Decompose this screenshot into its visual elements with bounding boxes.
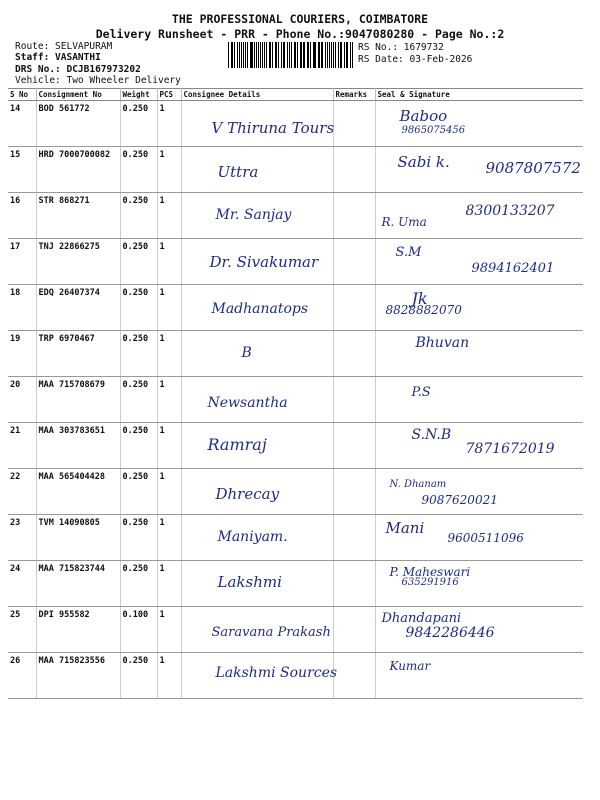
signature-phone-note: 9087807572 bbox=[485, 159, 581, 177]
consignee-handwriting: Maniyam. bbox=[217, 529, 288, 545]
consignment-number-cell: TVM 14090805 bbox=[36, 515, 120, 561]
barcode-bar bbox=[333, 42, 334, 68]
consignment-number-cell: MAA 303783651 bbox=[36, 423, 120, 469]
barcode-bar bbox=[318, 42, 319, 68]
weight-cell: 0.250 bbox=[120, 147, 157, 193]
remarks-cell bbox=[333, 423, 375, 469]
seal-signature-cell bbox=[375, 423, 583, 469]
weight-cell: 0.250 bbox=[120, 239, 157, 285]
signature-handwriting: R. Uma bbox=[381, 215, 427, 229]
pieces-cell: 1 bbox=[157, 515, 181, 561]
weight-cell: 0.250 bbox=[120, 331, 157, 377]
consignee-handwriting: Lakshmi Sources bbox=[215, 665, 338, 681]
column-header: PCS bbox=[157, 89, 181, 101]
remarks-cell bbox=[333, 561, 375, 607]
signature-phone-note: 8828882070 bbox=[385, 303, 462, 317]
signature-phone-note: 9087620021 bbox=[421, 493, 498, 507]
sheet-title: THE PROFESSIONAL COURIERS, COIMBATORE bbox=[171, 12, 429, 26]
consignee-details-cell bbox=[181, 561, 333, 607]
consignee-details-cell bbox=[181, 423, 333, 469]
barcode-bar bbox=[234, 42, 235, 68]
vehicle-label: Vehicle: Two Wheeler Delivery bbox=[15, 75, 181, 86]
seal-signature-cell bbox=[375, 101, 583, 147]
signature-handwriting: Mani bbox=[385, 519, 425, 537]
consignee-handwriting: B bbox=[241, 345, 252, 361]
signature-handwriting: Kumar bbox=[389, 659, 431, 673]
consignee-handwriting: Saravana Prakash bbox=[211, 625, 331, 640]
column-header: Consignee Details bbox=[181, 89, 333, 101]
consignee-handwriting: Lakshmi bbox=[217, 573, 282, 591]
barcode-bar bbox=[287, 42, 288, 68]
barcode-bar bbox=[338, 42, 339, 68]
seal-signature-cell bbox=[375, 239, 583, 285]
pieces-cell: 1 bbox=[157, 469, 181, 515]
pieces-cell: 1 bbox=[157, 653, 181, 699]
barcode-bar bbox=[315, 42, 316, 68]
signature-phone-note: 9865075456 bbox=[401, 125, 466, 136]
table-row bbox=[8, 147, 583, 193]
consignee-details-cell bbox=[181, 331, 333, 377]
signature-phone-note: 9600511096 bbox=[447, 531, 524, 545]
table-header-row bbox=[8, 89, 583, 101]
serial-number-cell: 19 bbox=[8, 331, 36, 377]
route-label: Route: SELVAPURAM bbox=[15, 41, 113, 52]
seal-signature-cell bbox=[375, 147, 583, 193]
column-header: Weight bbox=[120, 89, 157, 101]
seal-signature-cell bbox=[375, 285, 583, 331]
column-header: Consignment No bbox=[36, 89, 120, 101]
seal-signature-cell bbox=[375, 193, 583, 239]
barcode-bar bbox=[289, 42, 290, 68]
pieces-cell: 1 bbox=[157, 285, 181, 331]
table-row bbox=[8, 101, 583, 147]
column-header: S No bbox=[8, 89, 36, 101]
serial-number-cell: 20 bbox=[8, 377, 36, 423]
serial-number-cell: 16 bbox=[8, 193, 36, 239]
barcode-bar bbox=[350, 42, 351, 68]
drs-number: DRS No.: DCJB167973202 bbox=[15, 64, 141, 75]
seal-signature-cell bbox=[375, 515, 583, 561]
consignment-number-cell: MAA 715823744 bbox=[36, 561, 120, 607]
barcode-bar bbox=[325, 42, 326, 68]
barcode-bar bbox=[352, 42, 353, 68]
remarks-cell bbox=[333, 377, 375, 423]
signature-handwriting: P.S bbox=[411, 385, 431, 400]
weight-cell: 0.250 bbox=[120, 515, 157, 561]
column-header: Remarks bbox=[333, 89, 375, 101]
pieces-cell: 1 bbox=[157, 607, 181, 653]
serial-number-cell: 24 bbox=[8, 561, 36, 607]
signature-handwriting: Jk bbox=[411, 289, 428, 308]
signature-handwriting: Baboo bbox=[399, 107, 448, 125]
serial-number-cell: 21 bbox=[8, 423, 36, 469]
pieces-cell: 1 bbox=[157, 561, 181, 607]
signature-phone-note: 9842286446 bbox=[405, 625, 495, 641]
consignee-handwriting: V Thiruna Tours bbox=[211, 119, 335, 137]
remarks-cell bbox=[333, 653, 375, 699]
staff-label: Staff: VASANTHI bbox=[15, 52, 101, 63]
signature-phone-note: 8300133207 bbox=[465, 203, 555, 219]
consignee-details-cell bbox=[181, 239, 333, 285]
consignment-number-cell: TRP 6970467 bbox=[36, 331, 120, 377]
barcode-bar bbox=[266, 42, 267, 68]
table-row bbox=[8, 423, 583, 469]
seal-signature-cell bbox=[375, 331, 583, 377]
barcode-bar bbox=[276, 42, 277, 68]
consignment-number-cell: HRD 7000700082 bbox=[36, 147, 120, 193]
weight-cell: 0.250 bbox=[120, 653, 157, 699]
consignee-handwriting: Dhrecay bbox=[215, 485, 280, 503]
serial-number-cell: 25 bbox=[8, 607, 36, 653]
column-header: Seal & Signature bbox=[375, 89, 583, 101]
remarks-cell bbox=[333, 515, 375, 561]
pieces-cell: 1 bbox=[157, 101, 181, 147]
consignment-number-cell: DPI 955582 bbox=[36, 607, 120, 653]
pieces-cell: 1 bbox=[157, 331, 181, 377]
consignee-details-cell bbox=[181, 193, 333, 239]
signature-handwriting: P. Maheswari bbox=[389, 565, 471, 579]
barcode-bar bbox=[251, 42, 252, 68]
signature-handwriting: N. Dhanam bbox=[389, 479, 447, 490]
signature-handwriting: Dhandapani bbox=[381, 611, 462, 626]
pieces-cell: 1 bbox=[157, 193, 181, 239]
seal-signature-cell bbox=[375, 561, 583, 607]
table-row bbox=[8, 561, 583, 607]
signature-handwriting: Bhuvan bbox=[415, 335, 470, 351]
barcode-bar bbox=[295, 42, 296, 68]
serial-number-cell: 26 bbox=[8, 653, 36, 699]
weight-cell: 0.250 bbox=[120, 423, 157, 469]
barcode-bar bbox=[303, 42, 304, 68]
consignee-handwriting: Uttra bbox=[217, 163, 259, 181]
consignee-handwriting: Dr. Sivakumar bbox=[209, 253, 319, 271]
barcode-bar bbox=[247, 42, 248, 68]
weight-cell: 0.100 bbox=[120, 607, 157, 653]
barcode-bar bbox=[237, 42, 238, 68]
consignment-number-cell: MAA 715708679 bbox=[36, 377, 120, 423]
consignment-number-cell: MAA 565404428 bbox=[36, 469, 120, 515]
remarks-cell bbox=[333, 239, 375, 285]
table-row bbox=[8, 653, 583, 699]
seal-signature-cell bbox=[375, 653, 583, 699]
serial-number-cell: 22 bbox=[8, 469, 36, 515]
table-row bbox=[8, 469, 583, 515]
table-row bbox=[8, 285, 583, 331]
remarks-cell bbox=[333, 101, 375, 147]
consignee-details-cell bbox=[181, 101, 333, 147]
signature-handwriting: S.M bbox=[395, 245, 422, 260]
consignee-details-cell bbox=[181, 147, 333, 193]
consignee-handwriting: Madhanatops bbox=[211, 301, 309, 317]
weight-cell: 0.250 bbox=[120, 561, 157, 607]
barcode-bar bbox=[245, 42, 246, 68]
remarks-cell bbox=[333, 193, 375, 239]
consignment-number-cell: MAA 715823556 bbox=[36, 653, 120, 699]
signature-phone-note: 7871672019 bbox=[465, 441, 555, 457]
weight-cell: 0.250 bbox=[120, 469, 157, 515]
consignee-handwriting: Newsantha bbox=[207, 395, 288, 411]
signature-phone-note: 635291916 bbox=[401, 577, 459, 588]
barcode-bar bbox=[258, 42, 259, 68]
barcode-bar bbox=[264, 42, 265, 68]
consignee-details-cell bbox=[181, 607, 333, 653]
weight-cell: 0.250 bbox=[120, 101, 157, 147]
table-row bbox=[8, 239, 583, 285]
pieces-cell: 1 bbox=[157, 239, 181, 285]
consignment-number-cell: TNJ 22866275 bbox=[36, 239, 120, 285]
seal-signature-cell bbox=[375, 377, 583, 423]
table-row bbox=[8, 607, 583, 653]
table-row bbox=[8, 515, 583, 561]
signature-phone-note: 9894162401 bbox=[471, 261, 555, 276]
serial-number-cell: 15 bbox=[8, 147, 36, 193]
barcode-image bbox=[228, 42, 354, 68]
consignee-details-cell bbox=[181, 653, 338, 699]
table-row bbox=[8, 193, 583, 239]
barcode-bar bbox=[344, 42, 345, 68]
rs-date: RS Date: 03-Feb-2026 bbox=[358, 54, 473, 65]
weight-cell: 0.250 bbox=[120, 285, 157, 331]
runsheet-table bbox=[8, 88, 583, 699]
consignee-details-cell bbox=[181, 285, 333, 331]
serial-number-cell: 18 bbox=[8, 285, 36, 331]
remarks-cell bbox=[333, 285, 375, 331]
pieces-cell: 1 bbox=[157, 147, 181, 193]
serial-number-cell: 17 bbox=[8, 239, 36, 285]
remarks-cell bbox=[333, 469, 375, 515]
remarks-cell bbox=[333, 331, 375, 377]
table-row bbox=[8, 377, 583, 423]
consignee-handwriting: Mr. Sanjay bbox=[215, 207, 292, 223]
barcode-bar bbox=[327, 42, 328, 68]
weight-cell: 0.250 bbox=[120, 377, 157, 423]
serial-number-cell: 23 bbox=[8, 515, 36, 561]
pieces-cell: 1 bbox=[157, 423, 181, 469]
consignee-details-cell bbox=[181, 469, 333, 515]
weight-cell: 0.250 bbox=[120, 193, 157, 239]
barcode-bar bbox=[228, 42, 229, 68]
barcode-bar bbox=[270, 42, 271, 68]
serial-number-cell: 14 bbox=[8, 101, 36, 147]
remarks-cell bbox=[333, 147, 375, 193]
barcode-bar bbox=[301, 42, 302, 68]
remarks-cell bbox=[333, 607, 375, 653]
consignment-number-cell: BOD 561772 bbox=[36, 101, 120, 147]
pieces-cell: 1 bbox=[157, 377, 181, 423]
consignee-details-cell bbox=[181, 515, 333, 561]
seal-signature-cell bbox=[375, 469, 583, 515]
barcode-bar bbox=[281, 42, 282, 68]
signature-handwriting: Sabi k. bbox=[397, 153, 450, 171]
consignment-number-cell: EDQ 26407374 bbox=[36, 285, 120, 331]
consignee-details-cell bbox=[181, 377, 333, 423]
consignment-number-cell: STR 868271 bbox=[36, 193, 120, 239]
barcode-bar bbox=[308, 42, 309, 68]
seal-signature-cell bbox=[375, 607, 583, 653]
consignee-handwriting: Ramraj bbox=[207, 435, 267, 454]
sheet-subtitle: Delivery Runsheet - PRR - Phone No.:9047080280 - Page No.:2 bbox=[95, 27, 505, 41]
signature-handwriting: S.N.B bbox=[411, 427, 452, 443]
table-row bbox=[8, 331, 583, 377]
rs-number: RS No.: 1679732 bbox=[358, 42, 444, 53]
